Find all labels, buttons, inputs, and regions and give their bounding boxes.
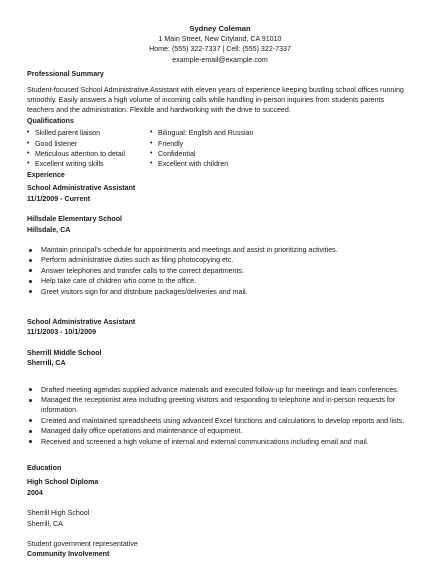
- qualifications-right-column: [150, 128, 273, 170]
- job-location: Hillsdale, CA: [27, 225, 71, 234]
- candidate-name: Sydney Coleman: [189, 24, 251, 33]
- list-item: Managed the receptionist area including greeting visitors and responding to telephone and in-person requests for information.: [27, 395, 413, 416]
- resume-page: [27, 23, 413, 560]
- list-item: • Good listener: [27, 139, 150, 149]
- list-item: • Excellent with children: [150, 159, 273, 169]
- education-heading: Education: [27, 464, 62, 472]
- job-title: School Administrative Assistant: [27, 317, 136, 326]
- list-item: Help take care of children who come to the office.: [27, 276, 413, 286]
- education-school: Sherrill High School: [27, 509, 90, 518]
- summary-text: Student-focused School Administrative Assistant with eleven years of experience keeping bustling school offices running smoothly. Easily answers a high volume of incoming calls while handling in-person inquiries from students parents teachers and the administration. Flexible and hardworking with the drive to succeed.: [27, 85, 404, 115]
- list-item: • Confidential: [150, 149, 273, 159]
- list-item: Answer telephones and transfer calls to the correct departments.: [27, 266, 413, 276]
- resume-header: [27, 23, 413, 65]
- list-item: Managed daily office operations and maintenance of equipment.: [27, 426, 413, 436]
- qualifications-heading: Qualifications: [27, 116, 74, 125]
- list-item: • Excellent writing skills: [27, 159, 150, 169]
- job-duties-list: [27, 245, 413, 297]
- list-item: Created and maintained spreadsheets using advanced Excel functions and calculations to develop reports and lists.: [27, 416, 413, 426]
- address-line: 1 Main Street, New Cityland, CA 91010: [158, 35, 282, 43]
- community-heading: Community Involvement: [27, 550, 110, 559]
- list-item: • Friendly: [150, 139, 273, 149]
- education-year: 2004: [27, 488, 43, 497]
- job-duties-list: [27, 385, 413, 447]
- education-note: Student government representative: [27, 540, 138, 549]
- list-item: • Skilled parent liaison: [27, 128, 150, 138]
- summary-heading: Professional Summary: [27, 70, 104, 79]
- email-line: example-email@example.com: [172, 55, 268, 64]
- list-item: Received and screened a high volume of internal and external communications including email and mail.: [27, 437, 413, 447]
- list-item: • Bilingual: English and Russian: [150, 128, 273, 138]
- job-location: Sherrill, CA: [27, 359, 66, 368]
- list-item: Drafted meeting agendas supplied advance materials and executed follow-up for meetings and team conferences.: [27, 385, 413, 395]
- qualifications-left-column: [27, 128, 150, 170]
- job-title: School Administrative Assistant: [27, 184, 136, 193]
- job-dates: 11/1/2009 - Current: [27, 194, 91, 203]
- list-item: Perform administrative duties such as filing photocopying etc.: [27, 255, 413, 265]
- job-dates: 11/1/2003 - 10/1/2009: [27, 328, 97, 337]
- education-location: Sherrill, CA: [27, 519, 63, 528]
- phone-line: Home: (555) 322-7337 | Cell: (555) 322-7337: [149, 45, 291, 54]
- list-item: • Meticulous attention to detail: [27, 149, 150, 159]
- education-degree: High School Diploma: [27, 478, 99, 487]
- qualifications-list: [27, 128, 413, 170]
- experience-heading: Experience: [27, 170, 65, 179]
- job-employer: Sherrill Middle School: [27, 348, 102, 357]
- job-employer: Hillsdale Elementary School: [27, 215, 123, 224]
- list-item: Maintain principal's schedule for appointments and meetings and assist in prioritizing activities.: [27, 245, 413, 255]
- list-item: Greet visitors sign for and distribute packages/deliveries and mail.: [27, 287, 413, 297]
